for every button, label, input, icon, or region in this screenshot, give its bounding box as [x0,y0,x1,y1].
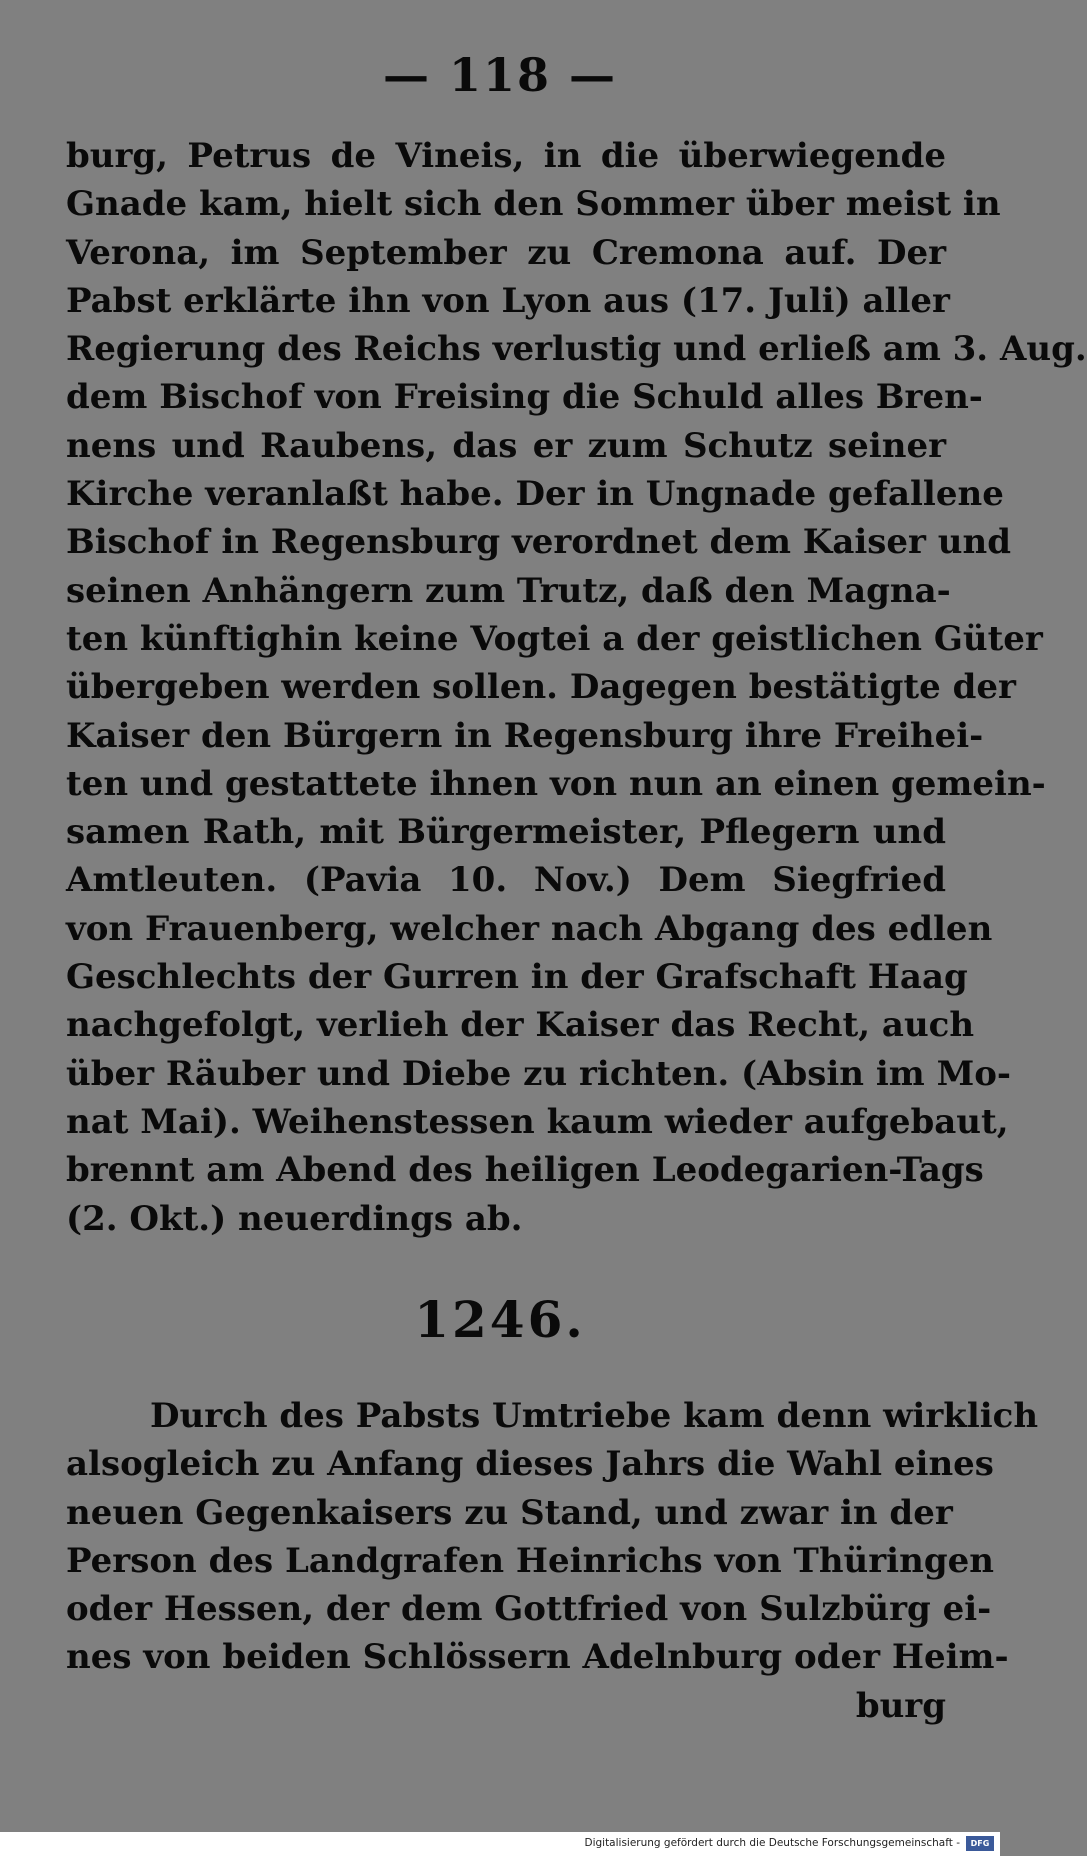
dfg-logo-icon: DFG [966,1836,994,1851]
text-line: burg [855,1685,946,1726]
text-line: nat Mai). Weihenstessen kaum wieder aufgebaut, [66,1101,1009,1142]
text-line: über Räuber und Diebe zu richten. (Absin im Mo- [66,1053,1011,1094]
text-line: burg, Petrus de Vineis, in die überwiegende [66,136,946,176]
digitization-footer [0,1832,1000,1856]
text-line: Regierung des Reichs verlustig und erließ am 3. Aug. [66,329,1087,370]
text-line: ten künftighin keine Vogtei a der geistlichen Güter [66,618,1043,659]
paragraph-2 [66,1392,1039,1730]
footer-credit-text: Digitalisierung gefördert durch die Deutsche Forschungsgemeinschaft - [584,1837,960,1849]
text-line: Durch des Pabsts Umtriebe kam denn wirklich [150,1396,1039,1436]
text-line: samen Rath, mit Bürgermeister, Pflegern und [66,812,946,853]
text-line: übergeben werden sollen. Dagegen bestätigte der [66,667,1016,708]
text-line: brennt am Abend des heiligen Leodegarien-Tags [66,1150,984,1191]
text-line: ten und gestattete ihnen von nun an einen gemein- [66,763,1046,804]
text-line: von Frauenberg, welcher nach Abgang des edlen [66,908,993,949]
text-line: dem Bischof von Freising die Schuld alles Bren- [66,377,983,418]
text-line: Pabst erklärte ihn von Lyon aus (17. Juli) aller [66,280,950,321]
text-line: Amtleuten. (Pavia 10. Nov.) Dem Siegfried [66,860,946,901]
paragraph-1 [66,132,1087,1243]
text-line: Gnade kam, hielt sich den Sommer über meist in [66,184,1001,225]
text-line: oder Hessen, der dem Gottfried von Sulzbürg ei- [66,1589,992,1630]
text-line: Kirche veranlaßt habe. Der in Ungnade gefallene [66,474,1004,515]
text-line: alsogleich zu Anfang dieses Jahrs die Wahl eines [66,1444,994,1485]
text-line: Kaiser den Bürgern in Regensburg ihre Freihei- [66,715,984,756]
text-line: neuen Gegenkaisers zu Stand, und zwar in der [66,1492,953,1533]
text-line: Geschlechts der Gurren in der Grafschaft Haag [66,957,968,998]
text-line: nes von beiden Schlössern Adelnburg oder Heim- [66,1637,1009,1678]
page-number-header: — 118 — [382,48,618,102]
text-line: nachgefolgt, verlieh der Kaiser das Recht, auch [66,1005,975,1046]
text-line: Person des Landgrafen Heinrichs von Thüringen [66,1540,994,1581]
text-line: Bischof in Regensburg verordnet dem Kaiser und [66,522,1012,563]
text-line: seinen Anhängern zum Trutz, daß den Magna- [66,570,951,611]
text-line: (2. Okt.) neuerdings ab. [66,1198,523,1239]
text-line: nens und Raubens, das er zum Schutz seiner [66,425,946,466]
text-line: Verona, im September zu Cremona auf. Der [66,232,946,273]
year-heading: 1246. [414,1290,586,1349]
